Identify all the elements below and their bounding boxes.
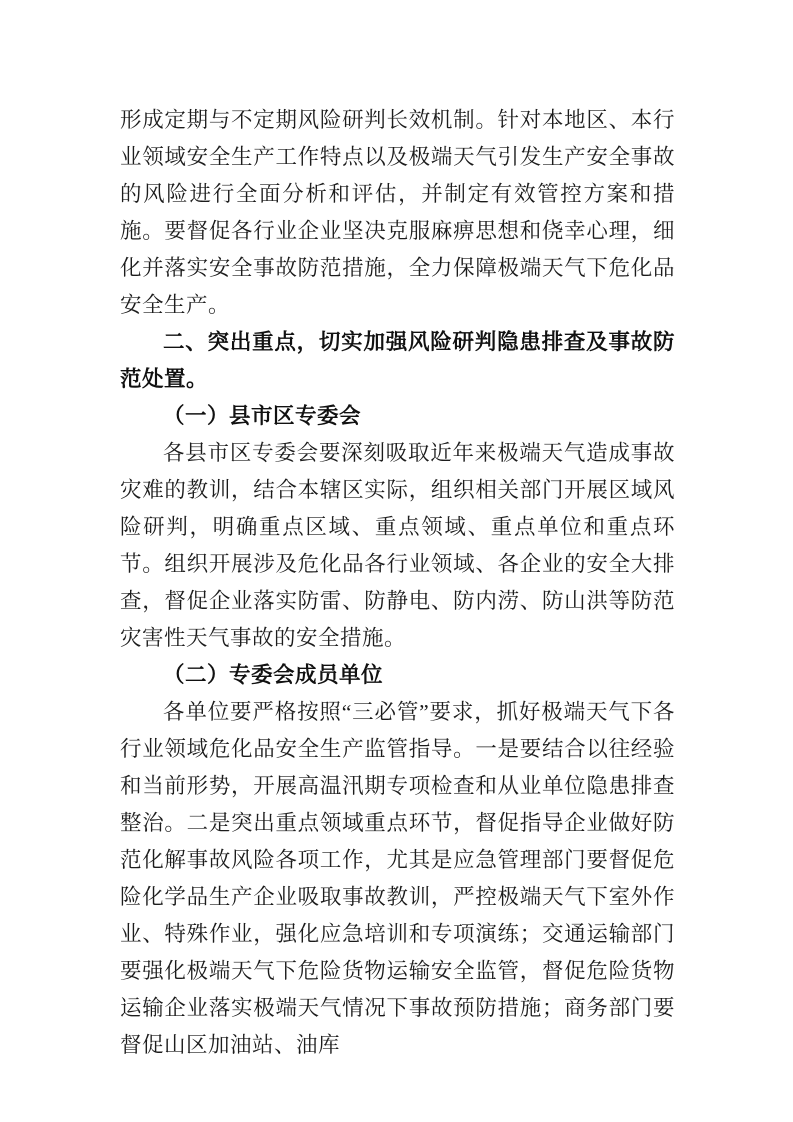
- heading-committee-member-units: （二）专委会成员单位: [163, 663, 384, 687]
- document-body: [120, 102, 675, 1064]
- paragraph-committee-member-units: 各单位要严格按照“三必管”要求，抓好极端天气下各行业领域危化品安全生产监管指导。一是要结合以往经验和当前形势，开展高温汛期专项检查和从业单位隐患排查整治。二是突出重点领域重点环节，督促指导企业做好防范化解事故风险各项工作，尤其是应急管理部门要督促危险化学品生产企业吸取事故教训，严控极端天气下室外作业、特殊作业，强化应急培训和专项演练；交通运输部门要强化极端天气下危险货物运输安全监管，督促危险货物运输企业落实极端天气情况下事故预防措施；商务部门要督促山区加油站、油库: [120, 700, 675, 1057]
- paragraph-risk-analysis-continuation: 形成定期与不定期风险研判长效机制。针对本地区、本行业领域安全生产工作特点以及极端天气引发生产安全事故的风险进行全面分析和评估，并制定有效管控方案和措施。要督促各行业企业坚决克服麻痹思想和侥幸心理，细化并落实安全事故防范措施，全力保障极端天气下危化品安全生产。: [120, 108, 675, 317]
- heading-county-district-committees: （一）县市区专委会: [163, 404, 362, 428]
- heading-section-two: 二、突出重点，切实加强风险研判隐患排查及事故防范处置。: [120, 330, 675, 391]
- paragraph-county-district-committees: 各县市区专委会要深刻吸取近年来极端天气造成事故灾难的教训，结合本辖区实际，组织相关部门开展区域风险研判，明确重点区域、重点领域、重点单位和重点环节。组织开展涉及危化品各行业领域、各企业的安全大排查，督促企业落实防雷、防静电、防内涝、防山洪等防范灾害性天气事故的安全措施。: [120, 441, 675, 650]
